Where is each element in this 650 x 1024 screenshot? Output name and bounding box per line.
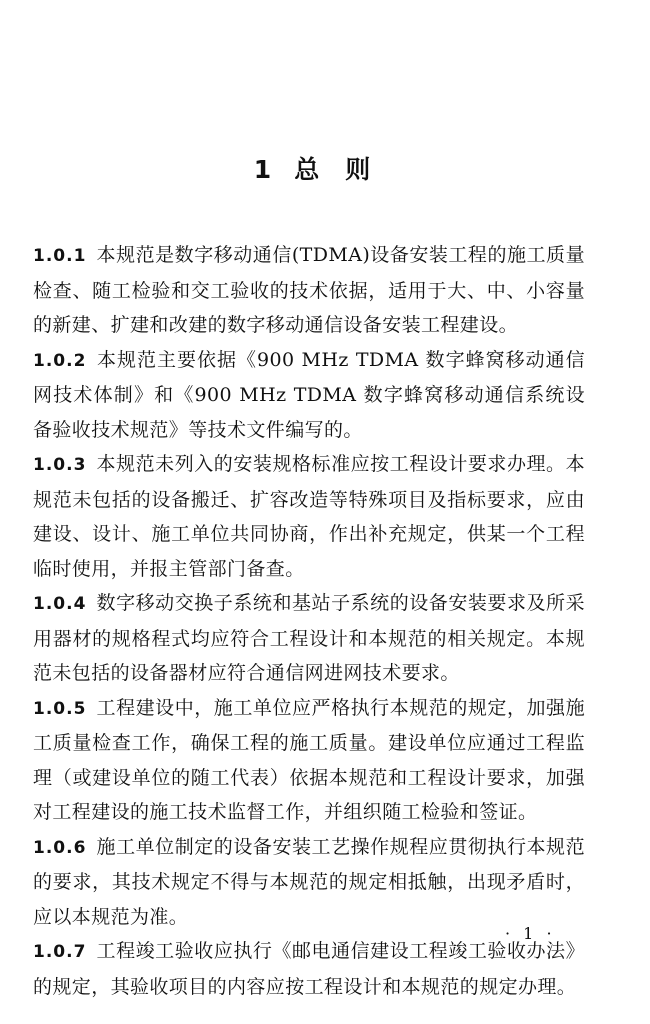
clause-text: 施工单位制定的设备安装工艺操作规程应贯彻执行本规范的要求，其技术规定不得与本规范的规定相抵触，出现矛盾时，应以本规范为准。 (33, 835, 585, 928)
clause-1-0-2 (33, 343, 585, 448)
clause-text: 本规范主要依据《900 MHz TDMA 数字蜂窝移动通信网技术体制》和《900 MHz TDMA 数字蜂窝移动通信系统设备验收技术规范》等技术文件编写的。 (33, 348, 585, 441)
clause-text: 本规范是数字移动通信(TDMA)设备安装工程的施工质量检查、随工检验和交工验收的技术依据，适用于大、中、小容量的新建、扩建和改建的数字移动通信设备安装工程建设。 (33, 244, 585, 336)
clause-1-0-3 (33, 447, 585, 586)
chapter-title: 总则 (294, 155, 397, 184)
clause-number: 1.0.6 (33, 837, 87, 858)
clause-1-0-4 (33, 586, 585, 691)
clause-text: 工程建设中，施工单位应严格执行本规范的规定，加强施工质量检查工作，确保工程的施工质量。建设单位应通过工程监理（或建设单位的随工代表）依据本规范和工程设计要求，加强对工程建设的施工技术监督工作，并组织随工检验和签证。 (33, 696, 585, 823)
clause-text: 工程竣工验收应执行《邮电通信建设工程竣工验收办法》的规定，其验收项目的内容应按工程设计和本规范的规定办理。 (33, 940, 585, 998)
clause-1-0-7 (33, 934, 585, 1004)
clause-text: 本规范未列入的安装规格标准应按工程设计要求办理。本规范未包括的设备搬迁、扩容改造等特殊项目及指标要求，应由建设、设计、施工单位共同协商，作出补充规定，供某一个工程临时使用，并报主管部门备查。 (33, 453, 585, 580)
page-number: · 1 · (505, 924, 556, 943)
clause-number: 1.0.4 (33, 594, 87, 614)
clause-number: 1.0.2 (33, 350, 87, 371)
clause-text: 数字移动交换子系统和基站子系统的设备安装要求及所采用器材的规格程式均应符合工程设计和本规范的相关规定。本规范未包括的设备器材应符合通信网进网技术要求。 (33, 592, 585, 684)
chapter-number: 1 (253, 155, 273, 184)
clause-number: 1.0.1 (33, 246, 87, 266)
clause-number: 1.0.3 (33, 455, 87, 475)
clause-list (33, 238, 585, 1004)
clause-1-0-1 (33, 238, 585, 343)
clause-number: 1.0.5 (33, 698, 87, 719)
clause-1-0-5 (33, 691, 585, 830)
clause-1-0-6 (33, 830, 585, 935)
clause-number: 1.0.7 (33, 942, 87, 962)
chapter-heading (0, 150, 650, 186)
